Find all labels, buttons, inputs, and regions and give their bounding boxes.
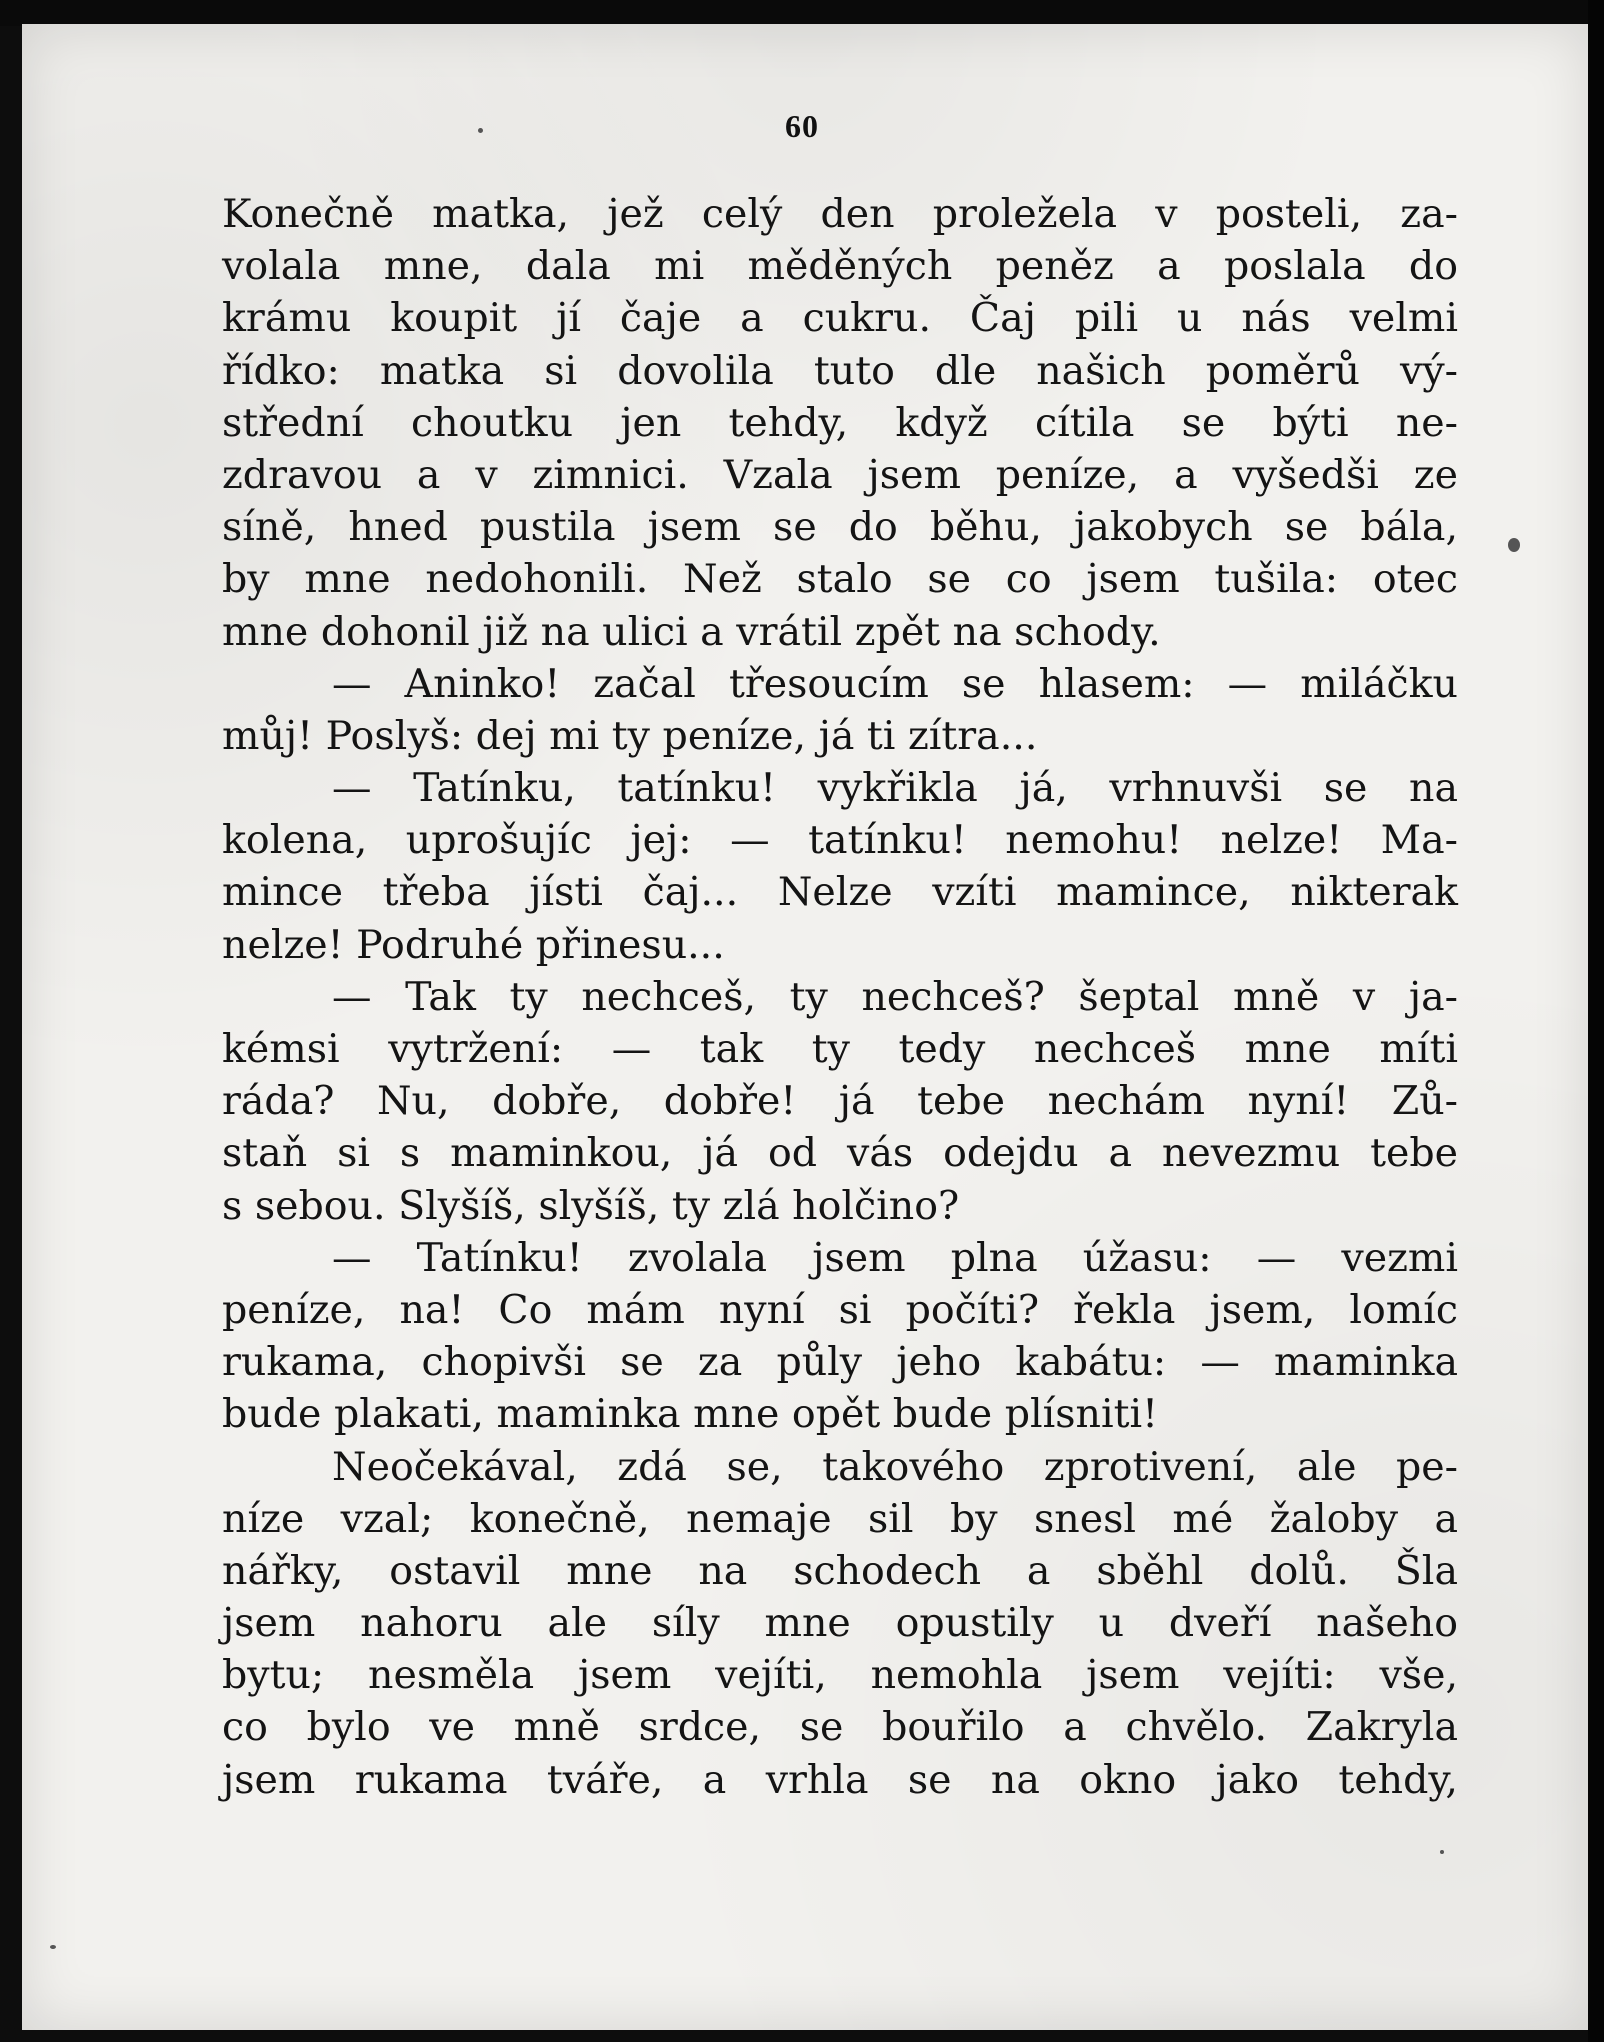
text-line: jsem rukama tváře, a vrhla se na okno jako tehdy, [222, 1756, 1458, 1803]
text-line: rukama, chopivši se za půly jeho kabátu: — maminka [222, 1339, 1458, 1386]
text-line: řídko: matka si dovolila tuto dle našich poměrů vý- [222, 347, 1458, 394]
text-line: Konečně matka, jež celý den proležela v posteli, za- [222, 191, 1458, 237]
text-line: co bylo ve mně srdce, se bouřilo a chvělo. Zakryla [222, 1704, 1458, 1751]
text-line: jsem nahoru ale síly mne opustily u dveří našeho [222, 1600, 1458, 1647]
text-line: by mne nedohonili. Než stalo se co jsem tušila: otec [222, 556, 1458, 603]
body-text [222, 188, 1458, 1806]
paper-speck [1508, 538, 1520, 552]
text-line: nelze! Podruhé přinesu... [222, 921, 725, 968]
text-line: můj! Poslyš: dej mi ty peníze, já ti zítra... [222, 712, 1038, 759]
text-line: — Aninko! začal třesoucím se hlasem: — miláčku [332, 660, 1458, 707]
text-line: peníze, na! Co mám nyní si počíti? řekla jsem, lomíc [222, 1286, 1458, 1333]
text-line: s sebou. Slyšíš, slyšíš, ty zlá holčino? [222, 1182, 960, 1229]
text-line: ráda? Nu, dobře, dobře! já tebe nechám nyní! Zů- [222, 1078, 1458, 1125]
text-line: nářky, ostavil mne na schodech a sběhl dolů. Šla [222, 1547, 1458, 1594]
text-line: kolena, uprošujíc jej: — tatínku! nemohu! nelze! Ma- [222, 817, 1458, 864]
text-line: níze vzal; konečně, nemaje sil by snesl mé žaloby a [222, 1495, 1458, 1542]
paper-speck [1440, 1850, 1444, 1854]
text-line: krámu koupit jí čaje a cukru. Čaj pili u nás velmi [222, 295, 1458, 342]
text-line: — Tatínku, tatínku! vykřikla já, vrhnuvši se na [332, 765, 1458, 812]
scan-top-border [0, 0, 1604, 26]
text-line: — Tatínku! zvolala jsem plna úžasu: — vezmi [332, 1234, 1458, 1281]
text-line: volala mne, dala mi měděných peněz a poslala do [222, 243, 1458, 290]
scan-right-border [1588, 0, 1604, 2042]
text-line: zdravou a v zimnici. Vzala jsem peníze, a vyšedši ze [222, 451, 1458, 498]
page-number: 60 [785, 108, 819, 144]
text-line: mince třeba jísti čaj... Nelze vzíti mamince, nikterak [222, 869, 1458, 916]
text-line: — Tak ty nechceš, ty nechceš? šeptal mně v ja- [332, 973, 1458, 1020]
paper-speck [50, 1945, 56, 1949]
text-line: staň si s maminkou, já od vás odejdu a nevezmu tebe [222, 1130, 1458, 1177]
text-line: bude plakati, maminka mne opět bude plísniti! [222, 1391, 1159, 1438]
text-line: Neočekával, zdá se, takového zprotivení, ale pe- [332, 1443, 1458, 1490]
text-line: bytu; nesměla jsem vejíti, nemohla jsem vejíti: vše, [222, 1652, 1458, 1699]
text-line: kémsi vytržení: — tak ty tedy nechceš mne míti [222, 1026, 1458, 1072]
text-line: střední choutku jen tehdy, když cítila se býti ne- [222, 399, 1458, 446]
text-line: mne dohonil již na ulici a vrátil zpět na schody. [222, 608, 1161, 655]
text-line: síně, hned pustila jsem se do běhu, jakobych se bála, [222, 504, 1458, 551]
